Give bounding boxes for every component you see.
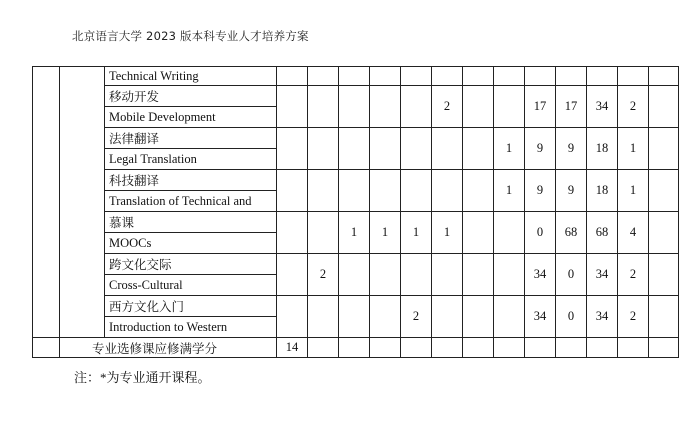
course-value-cell <box>370 128 401 170</box>
total-row <box>33 338 679 358</box>
total-empty-cell <box>432 338 463 358</box>
course-value-cell: 9 <box>525 170 556 212</box>
course-value-cell <box>649 128 679 170</box>
course-value-cell: 34 <box>525 296 556 338</box>
course-value-cell <box>463 67 494 86</box>
course-value-cell: 2 <box>618 254 649 296</box>
course-value-cell: 2 <box>618 86 649 128</box>
course-value-cell: 34 <box>587 254 618 296</box>
course-value-cell: 1 <box>401 212 432 254</box>
course-name-zh: 跨文化交际 <box>105 254 277 275</box>
course-value-cell <box>494 296 525 338</box>
course-value-cell <box>649 254 679 296</box>
subcategory-cell <box>60 67 105 338</box>
course-value-cell <box>463 128 494 170</box>
course-value-cell <box>618 67 649 86</box>
course-name-en: Legal Translation <box>105 149 277 170</box>
course-value-cell: 18 <box>587 128 618 170</box>
course-value-cell <box>587 67 618 86</box>
course-table <box>32 66 679 358</box>
course-value-cell: 34 <box>525 254 556 296</box>
course-value-cell <box>463 170 494 212</box>
total-empty-cell <box>339 338 370 358</box>
total-blank-cell <box>33 338 60 358</box>
course-value-cell <box>339 170 370 212</box>
course-value-cell <box>339 254 370 296</box>
course-value-cell <box>277 86 308 128</box>
course-value-cell <box>432 170 463 212</box>
course-value-cell <box>494 86 525 128</box>
course-name-zh: 慕课 <box>105 212 277 233</box>
course-value-cell <box>401 86 432 128</box>
course-name-en: Translation of Technical and <box>105 191 277 212</box>
course-value-cell: 2 <box>432 86 463 128</box>
course-name-zh: 移动开发 <box>105 86 277 107</box>
course-value-cell: 1 <box>339 212 370 254</box>
course-value-cell: 0 <box>525 212 556 254</box>
course-value-cell <box>277 254 308 296</box>
course-value-cell: 34 <box>587 86 618 128</box>
total-empty-cell <box>618 338 649 358</box>
course-row <box>33 254 679 275</box>
total-empty-cell <box>494 338 525 358</box>
total-empty-cell <box>370 338 401 358</box>
course-value-cell <box>494 254 525 296</box>
course-name-en: MOOCs <box>105 233 277 254</box>
total-empty-cell <box>463 338 494 358</box>
course-name-en: Mobile Development <box>105 107 277 128</box>
course-value-cell <box>494 67 525 86</box>
course-value-cell <box>277 296 308 338</box>
course-value-cell: 68 <box>556 212 587 254</box>
course-value-cell <box>401 170 432 212</box>
total-empty-cell <box>649 338 679 358</box>
course-value-cell: 1 <box>494 170 525 212</box>
course-row <box>33 296 679 317</box>
course-row <box>33 170 679 191</box>
course-value-cell: 1 <box>618 170 649 212</box>
total-empty-cell <box>525 338 556 358</box>
course-name-en: Introduction to Western <box>105 317 277 338</box>
course-value-cell <box>277 67 308 86</box>
course-row <box>33 86 679 107</box>
course-value-cell <box>308 296 339 338</box>
total-empty-cell <box>556 338 587 358</box>
course-value-cell <box>525 67 556 86</box>
course-value-cell: 34 <box>587 296 618 338</box>
course-value-cell: 68 <box>587 212 618 254</box>
course-value-cell <box>308 67 339 86</box>
course-value-cell <box>649 296 679 338</box>
course-row <box>33 128 679 149</box>
course-value-cell <box>339 86 370 128</box>
course-value-cell <box>401 254 432 296</box>
total-value: 14 <box>277 338 308 358</box>
footnote: 注：*为专业通开课程。 <box>74 370 211 385</box>
course-value-cell: 2 <box>308 254 339 296</box>
page-header: 北京语言大学 2023 版本科专业人才培养方案 <box>72 29 309 43</box>
course-value-cell <box>463 212 494 254</box>
course-value-cell <box>277 128 308 170</box>
course-value-cell <box>432 254 463 296</box>
total-empty-cell <box>587 338 618 358</box>
course-name-zh: 西方文化入门 <box>105 296 277 317</box>
course-value-cell <box>370 67 401 86</box>
course-value-cell <box>432 128 463 170</box>
course-value-cell <box>308 212 339 254</box>
total-empty-cell <box>308 338 339 358</box>
course-value-cell <box>649 170 679 212</box>
course-value-cell <box>277 170 308 212</box>
course-value-cell <box>463 254 494 296</box>
course-value-cell: 17 <box>556 86 587 128</box>
course-value-cell <box>649 212 679 254</box>
course-value-cell <box>463 296 494 338</box>
course-name-en: Technical Writing <box>105 67 277 86</box>
category-cell <box>33 67 60 338</box>
course-value-cell: 1 <box>432 212 463 254</box>
course-value-cell <box>556 67 587 86</box>
course-value-cell: 17 <box>525 86 556 128</box>
course-value-cell: 9 <box>556 128 587 170</box>
course-value-cell <box>308 86 339 128</box>
course-value-cell: 0 <box>556 254 587 296</box>
course-value-cell <box>401 67 432 86</box>
total-label: 专业选修课应修满学分 <box>60 338 277 358</box>
course-value-cell: 2 <box>618 296 649 338</box>
course-row <box>33 67 679 86</box>
course-name-zh: 科技翻译 <box>105 170 277 191</box>
course-value-cell: 1 <box>618 128 649 170</box>
course-value-cell: 0 <box>556 296 587 338</box>
course-value-cell <box>308 170 339 212</box>
total-empty-cell <box>401 338 432 358</box>
course-value-cell <box>432 296 463 338</box>
course-value-cell <box>370 296 401 338</box>
course-name-en: Cross-Cultural <box>105 275 277 296</box>
course-row <box>33 212 679 233</box>
course-value-cell <box>401 128 432 170</box>
course-value-cell: 1 <box>370 212 401 254</box>
course-value-cell: 1 <box>494 128 525 170</box>
course-value-cell <box>308 128 339 170</box>
course-value-cell: 2 <box>401 296 432 338</box>
course-value-cell: 4 <box>618 212 649 254</box>
course-value-cell <box>494 212 525 254</box>
course-value-cell <box>339 128 370 170</box>
course-value-cell <box>339 67 370 86</box>
course-value-cell <box>463 86 494 128</box>
course-value-cell: 9 <box>525 128 556 170</box>
course-value-cell <box>370 170 401 212</box>
course-value-cell <box>370 254 401 296</box>
course-value-cell: 9 <box>556 170 587 212</box>
course-value-cell: 18 <box>587 170 618 212</box>
course-value-cell <box>432 67 463 86</box>
course-name-zh: 法律翻译 <box>105 128 277 149</box>
course-value-cell <box>277 212 308 254</box>
course-value-cell <box>339 296 370 338</box>
course-value-cell <box>649 86 679 128</box>
course-value-cell <box>370 86 401 128</box>
course-value-cell <box>649 67 679 86</box>
